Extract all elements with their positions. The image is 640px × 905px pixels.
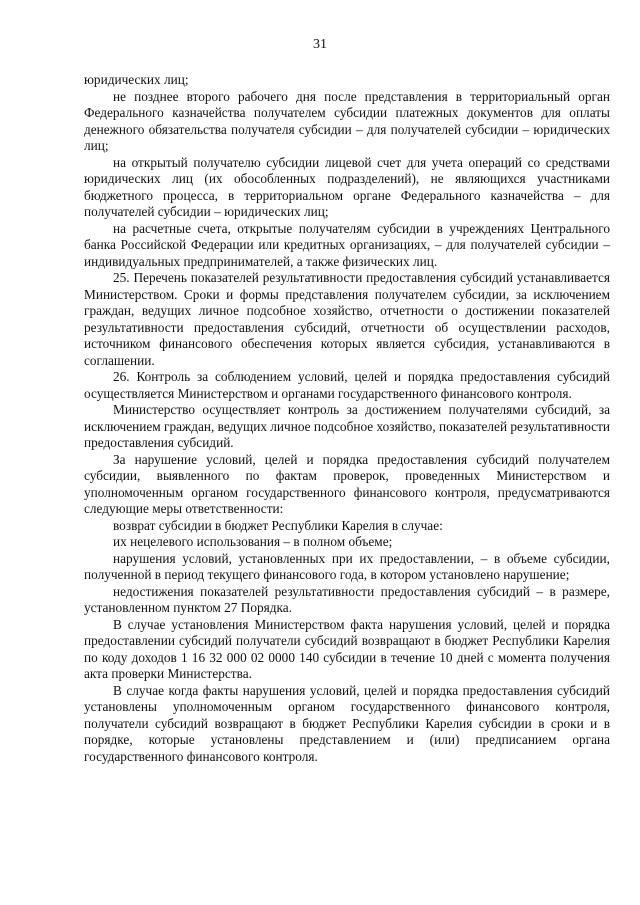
paragraph-item-26: 26. Контроль за соблюдением условий, целей и порядка предоставления субсидий осуществляется Министерством и органами государственного финансового контроля.	[84, 369, 610, 401]
paragraph: на расчетные счета, открытые получателям субсидии в учреждениях Центрального банка Российской Федерации или кредитных организациях, – для получателей субсидии – индивидуальных предпринимателей, а также физических лиц.	[84, 220, 610, 269]
paragraph: юридических лиц;	[84, 72, 189, 87]
paragraph: возврат субсидии в бюджет Республики Карелия в случае:	[113, 517, 443, 533]
paragraph: на открытый получателю субсидии лицевой счет для учета операций со средствами юридических лиц (их обособленных подразделений), не являющихся участниками бюджетного процесса, в территориальном органе Федерального казначейства – для получателей субсидии – юридических лиц;	[84, 154, 610, 219]
document-body	[84, 72, 610, 765]
paragraph: их нецелевого использования – в полном объеме;	[113, 534, 393, 549]
paragraph: За нарушение условий, целей и порядка предоставления субсидий получателем субсидии, выявленного по фактам проверок, проведенных Министерством и уполномоченным органом государственного финансового контроля, предусматриваются следующие меры ответственности:	[84, 451, 610, 516]
paragraph-item-25: 25. Перечень показателей результативности предоставления субсидий устанавливается Министерством. Сроки и формы представления получателем субсидии, за исключением граждан, ведущих личное подсобное хозяйство, отчетности о достижении показателей результативности предоставления субсидий, отчетности об осуществлении расходов, источником финансового обеспечения которых является субсидия, устанавливаются в соглашении.	[84, 270, 610, 368]
paragraph: В случае когда факты нарушения условий, целей и порядка предоставления субсидий установлены уполномоченным органом государственного финансового контроля, получатели субсидий возвращают в бюджет Республики Карелия субсидии в сроки и в порядке, которые установлены представлением и (или) предписанием органа государственного финансового контроля.	[84, 682, 610, 764]
paragraph: недостижения показателей результативности предоставления субсидий – в размере, установленном пунктом 27 Порядка.	[84, 583, 610, 615]
page-number: 31	[313, 37, 327, 52]
paragraph: Министерство осуществляет контроль за достижением получателями субсидий, за исключением граждан, ведущих личное подсобное хозяйство, показателей результативности предоставления субсидий.	[84, 402, 610, 450]
paragraph: не позднее второго рабочего дня после представления в территориальный орган Федерального казначейства получателем субсидии платежных документов для оплаты денежного обязательства получателя субсидии – для получателей субсидии – юридических лиц;	[84, 88, 610, 153]
paragraph: В случае установления Министерством факта нарушения условий, целей и порядка предоставлении субсидий получатели субсидий возвращают в бюджет Республики Карелия по коду доходов 1 16 32 000 02 0000 140 субсидии в течение 10 дней с момента получения акта проверки Министерства.	[84, 616, 610, 681]
paragraph: нарушения условий, установленных при их предоставлении, – в объеме субсидии, полученной в период текущего финансового года, в котором установлено нарушение;	[84, 550, 610, 582]
